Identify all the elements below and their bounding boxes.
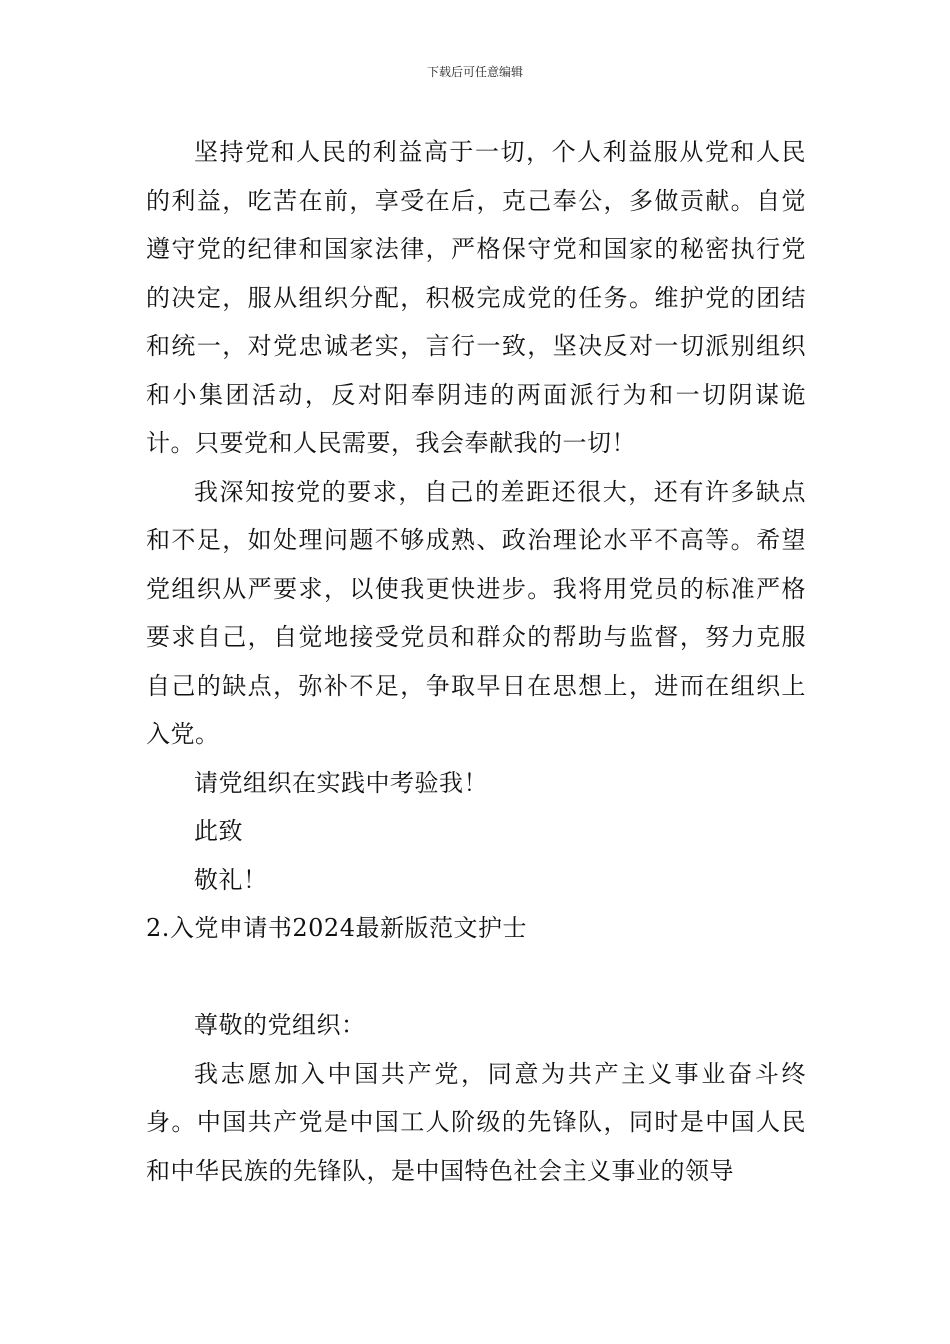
closing-jingli: 敬礼！: [194, 865, 268, 894]
document-body: [146, 128, 806, 1195]
paragraph-self-assessment: 我深知按党的要求，自己的差距还很大，还有许多缺点和不足，如处理问题不够成熟、政治理论水平不高等。希望党组织从严要求，以使我更快进步。我将用党员的标准严格要求自己，自觉地接受党员和群众的帮助与监督，努力克服自己的缺点，弥补不足，争取早日在思想上，进而在组织上入党。: [146, 477, 806, 748]
closing-cizhi: 此致: [194, 817, 243, 845]
paragraph-application: 我志愿加入中国共产党，同意为共产主义事业奋斗终身。中国共产党是中国工人阶级的先锋队，同时是中国人民和中华民族的先锋队，是中国特色社会主义事业的领导: [146, 1059, 806, 1185]
paragraph-party-interests: 坚持党和人民的利益高于一切，个人利益服从党和人民的利益，吃苦在前，享受在后，克己奉公，多做贡献。自觉遵守党的纪律和国家法律，严格保守党和国家的秘密执行党的决定，服从组织分配，积极完成党的任务。维护党的团结和统一，对党忠诚老实，言行一致，坚决反对一切派别组织和小集团活动，反对阳奉阴违的两面派行为和一切阴谋诡计。只要党和人民需要，我会奉献我的一切！: [146, 138, 806, 457]
closing-request: 请党组织在实践中考验我！: [194, 768, 488, 797]
page-header-note: 下载后可任意编辑: [426, 65, 523, 79]
blank-line: [146, 953, 806, 1002]
section-heading: 2.入党申请书2024最新版范文护士: [146, 914, 527, 942]
salutation: 尊敬的党组织：: [194, 1011, 366, 1039]
